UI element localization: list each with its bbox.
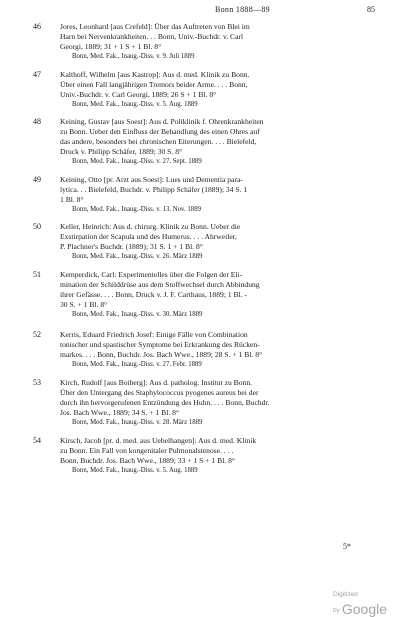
- entry-text-line: Jos. Bach Wwe., 1889; 34 S. + 1 Bl. 8°: [60, 408, 179, 417]
- entry-text-line: ihrer Gefässe. . . . Bonn, Druck v. J. F. Carthaus, 1889; 1 Bl. -: [60, 290, 248, 299]
- entry-faculty-note: Bonn, Med. Fak., Inaug.-Diss. v. 30. März 1889: [72, 311, 203, 318]
- entry-text-line: Keining, Otto [pr. Arzt aus Soest]: Lues und Dementia para-: [60, 175, 243, 184]
- entry-text-line: Kerris, Eduard Friedrich Josef: Einige Fälle von Combination: [60, 330, 248, 339]
- signature-mark: 5*: [343, 542, 351, 551]
- entry-text-line: Bonn, Buchdr. Jos. Bach Wwe., 1889; 33 + 1 S + 1 Bl. 8°: [60, 456, 235, 465]
- entry-text-line: tonischer und spastischer Symptome bei Erkrankung des Rücken-: [60, 340, 260, 349]
- entry-text-line: Keining, Gustav [aus Soest]: Aus d. Poliklinik f. Ohrenkrankheiten: [60, 117, 264, 126]
- entry-text-line: 30 S. + 1 Bl. 8°: [60, 300, 108, 309]
- entry-text-line: Druck v. Philipp Schäfer, 1889; 30 S. 8°: [60, 147, 183, 156]
- entry-text-line: P. Plachner's Buchdr. (1889); 31 S. 1 + 1 Bl. 8°: [60, 242, 203, 251]
- entry-faculty-note: Bonn, Med. Fak., Inaug.-Diss. v. 5. Aug. 1889: [72, 101, 198, 108]
- entry-number: 49: [33, 175, 41, 184]
- entry-faculty-note: Bonn, Med. Fak., Inaug.-Diss. v. 9. Juli 1889: [72, 53, 195, 60]
- entry-faculty-note: Bonn, Med. Fak., Inaug.-Diss. v. 27. Febr. 1889: [72, 361, 202, 368]
- entry-text-line: lytica. . . Bielefeld, Buchdr. v. Philipp Schäfer (1889); 34 S. 1: [60, 185, 248, 194]
- entry-text-line: markes. . . . Bonn, Buchdr. Jos. Bach Wwe., 1889; 28 S. + 1 Bl. 8°: [60, 350, 263, 359]
- entry-faculty-note: Bonn, Med. Fak., Inaug.-Diss. v. 5. Aug. 1889: [72, 467, 198, 474]
- entry-text-line: 1 Bl. 8°: [60, 195, 84, 204]
- entry-faculty-note: Bonn, Med. Fak., Inaug.-Diss. v. 26. März 1889: [72, 253, 203, 260]
- running-title: Bonn 1888—89: [215, 5, 270, 14]
- entry-number: 54: [33, 436, 41, 445]
- page-header: [0, 2, 400, 16]
- entry-text-line: Über einen Fall langjährigen Tremors beider Arme. . . . Bonn,: [60, 80, 248, 89]
- entry-text-line: das andere, besonders bei chronischen Eiterungen. . . . Bielefeld,: [60, 137, 257, 146]
- google-watermark: [333, 585, 400, 617]
- entry-number: 52: [33, 330, 41, 339]
- entry-text-line: Harn bei Nervenkrankheiten. . . Bonn, Univ.-Buchdr. v. Carl: [60, 32, 244, 41]
- entry-number: 48: [33, 117, 41, 126]
- page-number: 85: [367, 5, 375, 14]
- entry-text-line: mination der Schilddrüse aus dem Stoffwechsel durch Abbindung: [60, 280, 260, 289]
- entry-number: 53: [33, 378, 41, 387]
- entry-text-line: Kirsch, Jacob [pr. d. med. aus Uebelhangen]: Aus d. med. Klinik: [60, 436, 257, 445]
- entry-number: 46: [33, 22, 41, 31]
- entry-text-line: zu Bonn. Ueber den Einfluss der Behandlung des einen Ohres auf: [60, 127, 260, 136]
- entry-text-line: Keller, Heinrich: Aus d. chirurg. Klinik zu Bonn. Ueber die: [60, 222, 241, 231]
- entry-text-line: Univ.-Buchdr. v. Carl Georgi, 1889; 26 S + 1 Bl. 8°: [60, 90, 217, 99]
- entry-number: 47: [33, 70, 41, 79]
- watermark-prefix: Digitized by: [333, 591, 358, 614]
- entry-faculty-note: Bonn, Med. Fak., Inaug.-Diss. v. 27. Sept. 1889: [72, 158, 202, 165]
- entry-faculty-note: Bonn, Med. Fak., Inaug.-Diss. v. 28. März 1889: [72, 419, 203, 426]
- entry-text-line: Jores, Leonhard [aus Crefeld]: Über das Auftreten von Blei im: [60, 22, 250, 31]
- entry-number: 51: [33, 270, 41, 279]
- entry-text-line: zu Bonn. Ein Fall von kongenitaler Pulmonalstenose. . . .: [60, 446, 234, 455]
- entry-faculty-note: Bonn, Med. Fak., Inaug.-Diss. v. 13. Nov. 1889: [72, 206, 202, 213]
- entry-text-line: Kirch, Rudolf [aus Boiberg]: Aus d. patholog. Institut zu Bonn.: [60, 378, 253, 387]
- entry-text-line: Exstirpation der Scapula und des Humerus. . . . Ahrweiler,: [60, 232, 237, 241]
- entry-number: 50: [33, 222, 41, 231]
- entry-text-line: Über den Untergang des Staphylococcus pyogenes aureus bei der: [60, 388, 259, 397]
- watermark-brand: Google: [341, 601, 388, 617]
- entry-text-line: Georgi, 1889; 31 + 1 S + 1 Bl. 8°: [60, 42, 162, 51]
- entry-text-line: Kalthoff, Wilhelm [aus Kastrop]: Aus d. med. Klinik zu Bonn.: [60, 70, 250, 79]
- entry-text-line: Kemperdick, Carl: Experimentelles über die Folgen der Eli-: [60, 270, 243, 279]
- entry-text-line: durch ihn hervorgerufenen Entzündung des Huhn. . . . Bonn, Buchdr.: [60, 398, 270, 407]
